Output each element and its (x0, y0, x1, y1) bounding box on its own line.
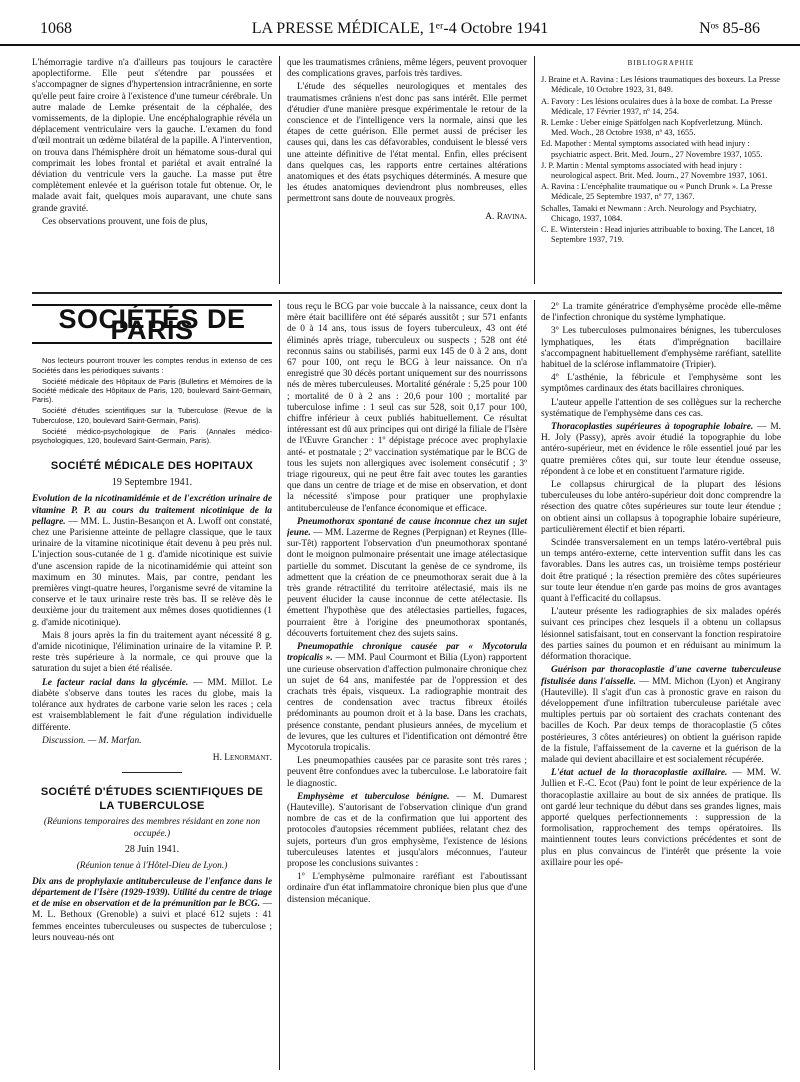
signature: H. Lenormant. (212, 752, 272, 763)
bib-item: C. E. Winterstein : Head injuries attribuable to boxing. The Lancet, 18 Septembre 1937, 719. (541, 225, 775, 245)
article-title: L'état actuel de la thoracoplastie axillaire. (551, 768, 728, 779)
col-divider (279, 300, 280, 1070)
para: L'étude des séquelles neurologiques et mentales des traumatismes crâniens n'est donc pas sans intérêt. Elle permet d'étudier d'une manière presque expérimentale le retour de la conscience et de l'intelligence vers la normale, ainsi que les étapes de cette guérison. Elle permet aussi de préciser les causes qui, dans les cas défavorables, conduisent le blessé vers une atteinte définitive de l'état mental. Enfin, elles précisent dans quelques cas, les rapports entre certaines altérations anatomiques et des états psychiques déterminés. A mesure que les études anatomiques deviendront plus nombreuses, elles permettront sans doute de nouveaux progrès. (287, 82, 527, 205)
bib-item: R. Lemke : Ueber einige Spätfolgen nach Kopfverletzung. Münch. Med. Woch., 28 Octobre 1938, nº 43, 1655. (541, 118, 763, 138)
para: Le collapsus chirurgical de la plupart des lésions tuberculeuses du lobe antéro-supérieur doit donc comprendre la résection des quatre côtes supérieures sur toute leur étendue ; on obtient ainsi un collapsus à topographie lobaire supérieure, particulièrement électif et bien réparti. (541, 480, 781, 535)
para: Mais 8 jours après la fin du traitement ayant nécessité 8 g. d'amide nicotinique, l'élimination urinaire de la vitamine P. P. reste très supérieure à la normale, ce qui prouve que la saturation du sujet a bien été réalisée. (32, 630, 272, 675)
col-divider (534, 56, 535, 284)
article-title: Thoracoplasties supérieures à topographie lobaire. (551, 422, 754, 433)
session-date: 19 Septembre 1941. (111, 477, 193, 489)
article-title: Emphysème et tuberculose bénigne. (297, 791, 450, 802)
note-line: Nos lecteurs pourront trouver les comptes rendus in extenso de ces Sociétés dans les périodiques suivants : (32, 356, 272, 375)
para: tous reçu le BCG par voie buccale à la naissance, ceux dont la mère était bacillifère ont été séparés aussitôt ; sur 571 enfants de 0 à 14 ans, tous issus de foyers tuberculeux, 43 ont été éliminés après triage, tuberculeux ou suspects ; 528 ont été reconnus sains ou stabilisés, parmi eux 145 de 0 à 2 ans, dont 67 pour 100, ont reçu le BCG à leur naissance. On n'a enregistré que 30 décès portant uniquement sur des nourrissons nés de mères tuberculeuses. Mortalité générale : 5,25 pour 100 ; mortalité de 0 à 2 ans : 20,6 pour 100 ; mortalité par tuberculose infime : 1 seul cas sur 528, soit 0,17 pour 100, chiffre inférieur à ceux publiés habituellement. Ce résultat intéressant est dû aux principes qui ont dirigé la filiale de l'Isère de l'Œuvre Grancher : 1º dépistage précoce avec prophylaxie anté- et postnatale ; 2º vaccination systématique par le BCG de tous les sujets non allergiques avec isolement consécutif ; 3º triage rigoureux, qui ne peut être fait avec toutes les garanties que dans un centre de triage et de mise en observation, et dont la nécessité s'impose pour pratiquer une prophylaxie antituberculeuse de l'enfance économique et efficace. (287, 302, 527, 514)
bib-title: BIBLIOGRAPHIE (627, 59, 695, 67)
section-note: (Réunions temporaires des membres résidant en zone non occupée.) (43, 817, 261, 839)
para: que les traumatismes crâniens, même légers, peuvent provoquer des complications graves, parfois très tardives. (287, 58, 527, 80)
article-title: Pneumothorax spontané de cause inconnue chez un sujet jeune. (287, 516, 527, 539)
article-text: — MM. Millot. Le diabète s'observe dans toutes les races du globe, mais la tolérance aux hydrates de carbone varie selon les races ; cela est vraisemblablement le fait d'une régulation individuelle différente. (32, 677, 272, 733)
session-place: (Réunion tenue à l'Hôtel-Dieu de Lyon.) (76, 861, 228, 872)
bottom-col2 (287, 302, 527, 1068)
para: Scindée transversalement en un temps latéro-vertébral puis un temps antéro-externe, cette intervention suffit dans les cas favorables. Dans les autres cas, un troisième temps postérieur doit être pratiqué ; la résection première des côtes supérieures sur toute leur étendue n'en garde pas moins de gros avantages quant à l'efficacité du collapsus. (541, 538, 781, 605)
para: 1º L'emphysème pulmonaire raréfiant est l'aboutissant ordinaire d'un état inflammatoire chronique bien plus que d'une distension mécanique. (287, 872, 527, 905)
lecteurs-note (32, 356, 272, 445)
bib-item: J. Braine et A. Ravina : Les lésions traumatiques des boxeurs. La Presse Médicale, 10 Octobre 1923, 31, 849. (541, 75, 780, 95)
para: 4º L'asthénie, la fébricule et l'emphysème sont les symptômes cardinaux des états bacillaires chroniques. (541, 373, 781, 395)
article-title: Evolution de la nicotinamidémie et de l'excrétion urinaire de vitamine P. P. au cours du traitement nicotinique de la pellagre. (32, 494, 272, 527)
page-number: 1068 (40, 20, 72, 37)
article-title: Le facteur racial dans la glycémie. (42, 677, 189, 688)
article-text: — M. L. Bethoux (Grenoble) a suivi et placé 612 sujets : 41 femmes enceintes tuberculeuses ou suspectes de tuberculose ; leurs nouveau-nés ont (32, 899, 272, 943)
section-heading: SOCIÉTÉ D'ÉTUDES SCIENTIFIQUES DE LA TUBERCULOSE (40, 786, 264, 813)
bottom-col1 (32, 300, 272, 1068)
article-text: — MM. Michon (Lyon) et Angirany (Hauteville). Il s'agit d'un cas à pronostic grave en raison du développement d'une infiltration tuberculeuse pariétale avec multiples pertuis par où sortaient des crachats contenant des bacilles de Koch. Par deux temps de thoracoplastie (5 côtes postérieures, 3 côtes antérieures) on obtient la guérison rapide de la fistule, l'affaissement de la caverne et la guérison de la malade qui devient abacillaire et est socialement récupérée. (541, 676, 781, 765)
discussion: Discussion. — M. Marfan. (42, 735, 142, 746)
bib-item: A. Ravina : L'encéphalite traumatique ou « Punch Drunk ». La Presse Médicale, 25 Septembre 1937, nº 77, 1367. (541, 182, 773, 202)
para: Les pneumopathies causées par ce parasite sont très rares ; peuvent être confondues avec la tuberculose. Le laboratoire fait le diagnostic. (287, 756, 527, 789)
session-date: 28 Juin 1941. (124, 844, 180, 856)
para: L'auteur appelle l'attention de ses collègues sur la recherche systématique de l'emphysème dans ces cas. (541, 397, 781, 419)
bottom-col3 (541, 302, 781, 1068)
para: L'hémorragie tardive n'a d'ailleurs pas toujours le caractère apoplectiforme. Elle peut s'étendre par poussées et s'accompagner de signes d'hypertension intracrânienne, en sorte qu'elle peut faire croire à l'existence d'une tumeur cérébrale. Un autre malade de Lemke présentait de la céphalée, des vomissements, de la diplopie. Une encéphalographie révéla un déplacement ventriculaire vers la gauche. L'examen du fond d'œil montrait un œdème bilatéral de la papille. A l'intervention, on trouva dans l'hémisphère droit un hématome sous-dural qui comprimait les lobes frontal et pariétal et avait entraîné la déviation du ventricule vers la gauche. La masse put être complètement enlevée et la guérison totale fut obtenue. Or, le malade avait fait, quelques mois auparavant, une chute sans grande gravité. (32, 58, 272, 214)
article-text: — M. Dumarest (Hauteville). S'autorisant de l'observation clinique d'un grand nombre de cas et de la confirmation que lui apportent des protocoles d'autopsies récemment publiées, relatant chez des sujets, porteurs d'un gros emphysème, l'existence de lésions tuberculeuses latentes et jusqu'alors méconnues, l'auteur propose les conclusions suivantes : (287, 791, 527, 869)
bib-item: Ed. Mapother : Mental symptoms associated with head injury : psychiatric aspect. Brit. Med. Journ., 27 Novembre 1937, 1055. (541, 139, 763, 159)
bib-item: Schalles, Tamaki et Newmann : Arch. Neurology and Psychiatry, Chicago, 1937, 1084. (541, 203, 757, 223)
col-divider (279, 56, 280, 284)
bibliography (541, 58, 781, 284)
section-rule (32, 292, 782, 294)
article-text: — MM. L. Justin-Besançon et A. Lwoff ont constaté, chez une Parisienne atteinte de pellagre classique, que le taux urinaire de la vitamine nicotinique était devenu à peu près nul. L'injection sous-cutanée de 1 g. d'amide nicotinique est suivie d'une ascension rapide de la nicotinamidémie qui atteint son maximum en 30 minutes. Mais, par contre, pendant les premières vingt-quatre heures, l'organisme sevré de vitamine la conserve et le taux urinaire reste très bas. Il se relève dès le deuxième jour du traitement aux mêmes doses quotidiennes (1 g. d'amide nicotinique). (32, 516, 272, 628)
top-col2 (287, 58, 527, 284)
page-header (0, 20, 800, 46)
bib-item: J. P. Martin : Mental symptoms associated with head injury : neurological aspect. Brit. Med. Journ., 27 Novembre 1937, 1061. (541, 160, 768, 181)
section-heading: SOCIÉTÉ MÉDICALE DES HOPITAUX (50, 460, 254, 473)
journal-title: LA PRESSE MÉDICALE, 1ᵉʳ-4 Octobre 1941 (251, 20, 549, 37)
article-title: Guérison par thoracoplastie d'une caverne tuberculeuse fistulisée dans l'aisselle. (541, 665, 781, 687)
col-divider (534, 300, 535, 1070)
article-text: — MM. Lazerme de Regnes (Perpignan) et Reynes (Ille-sur-Têt) rapportent l'observation d'un pneumothorax spontané dont le moignon pulmonaire présentait une image atélectasique partielle du sommet. Discutant la genèse de ce syndrome, ils admettent que la création de ce pneumothorax serait due à la très grande rétractilité du territoire atélectasié, mais ils ne peuvent élucider la cause inconnue de cette atélectasie. Ils émettent l'hypothèse que des atélectasies partielles, fugaces, pourraient être à l'origine des pneumothorax spontanés, découverts fortuitement chez des sujets sains. (287, 528, 527, 639)
bib-item: A. Favory : Les lésions oculaires dues à la boxe de combat. La Presse Médicale, 17 Février 1937, nº 14, 254. (541, 96, 773, 116)
societes-title: SOCIÉTÉS DE PARIS (32, 304, 272, 344)
para: 2º La tramite génératrice d'emphysème procède elle-même de l'infection chronique du système lymphatique. (541, 302, 781, 324)
article-text: — MM. W. Jullien et F.-C. Ecot (Pau) font le point de leur expérience de la thoracoplastie axillaire au bout de six années de pratique. Ils ont gardé leur technique du début dans ses grandes lignes, mais apporté quelques perfectionnements : suppression de la formolisation, rapprochement des temps opératoires. Ils maintiennent toutes leurs convictions précédentes et sont de plus en plus convaincus de l'intérêt que présente la voie axillaire pour les opé- (541, 768, 781, 868)
article-title: Dix ans de prophylaxie antituberculeuse de l'enfance dans le département de l'Isère (1929-1939). Utilité du centre de triage et de mise en observation et de la prémunition par le BCG. (32, 876, 272, 910)
article-text: — M. H. Joly (Passy), après avoir étudié la topographie du lobe antéro-supérieur, met en évidence le rôle essentiel joué par les quatre premières côtes qui, sur toute leur étendue osseuse, répondent à ce lobe et en constituent l'armature rigide. (541, 422, 781, 477)
article-title: Pneumopathie chronique causée par « Mycotorula tropicalis ». (287, 642, 527, 664)
para: 3º Les tuberculoses pulmonaires bénignes, les tuberculoses lymphatiques, les états d'imprégnation bacillaire s'accompagnent habituellement d'emphysème raréfiant, satellite habituel de la sclérose inflammatoire (Tripier). (541, 326, 781, 371)
para: L'auteur présente les radiographies de six malades opérés suivant ces principes chez lesquels il a obtenu un collapsus lésionnel satisfaisant, tout en conservant la fonction respiratoire des parties saines du poumon et en réduisant au minimum la déformation thoracique. (541, 607, 781, 663)
top-col1 (32, 58, 272, 284)
issue-number: Nᵒˢ 85-86 (699, 20, 760, 37)
article-text: — MM. Paul Courmont et Bilia (Lyon) rapportent une curieuse observation d'affection pulmonaire chronique chez un sujet de 64 ans, manifestée par de l'oppression et des crachats très épais, visqueux. La radiographie montrait des centres de condensation avec tractus fibreux étoilés prédominants au poumon droit et à la base. Dans les crachats, présence constante, pendant plusieurs années, de mycelium et de levures, que les cultures et l'identification ont démontré être Mycotorula tropicalis. (287, 653, 527, 753)
para: Ces observations prouvent, une fois de plus, (42, 216, 208, 227)
note-line: Société d'études scientifiques sur la Tuberculose (Revue de la Tuberculose, 120, boulevard Saint-Germain, Paris). (32, 406, 272, 425)
note-line: Société médico-psychologique de Paris (Annales médico-psychologiques, 120, boulevard Saint-Germain, Paris). (32, 426, 272, 446)
signature: A. Ravina. (485, 211, 527, 222)
note-line: Société médicale des Hôpitaux de Paris (Bulletins et Mémoires de la Société médicale des Hôpitaux de Paris, 120, boulevard Saint-Germain, Paris). (32, 376, 272, 405)
short-rule (122, 772, 182, 773)
